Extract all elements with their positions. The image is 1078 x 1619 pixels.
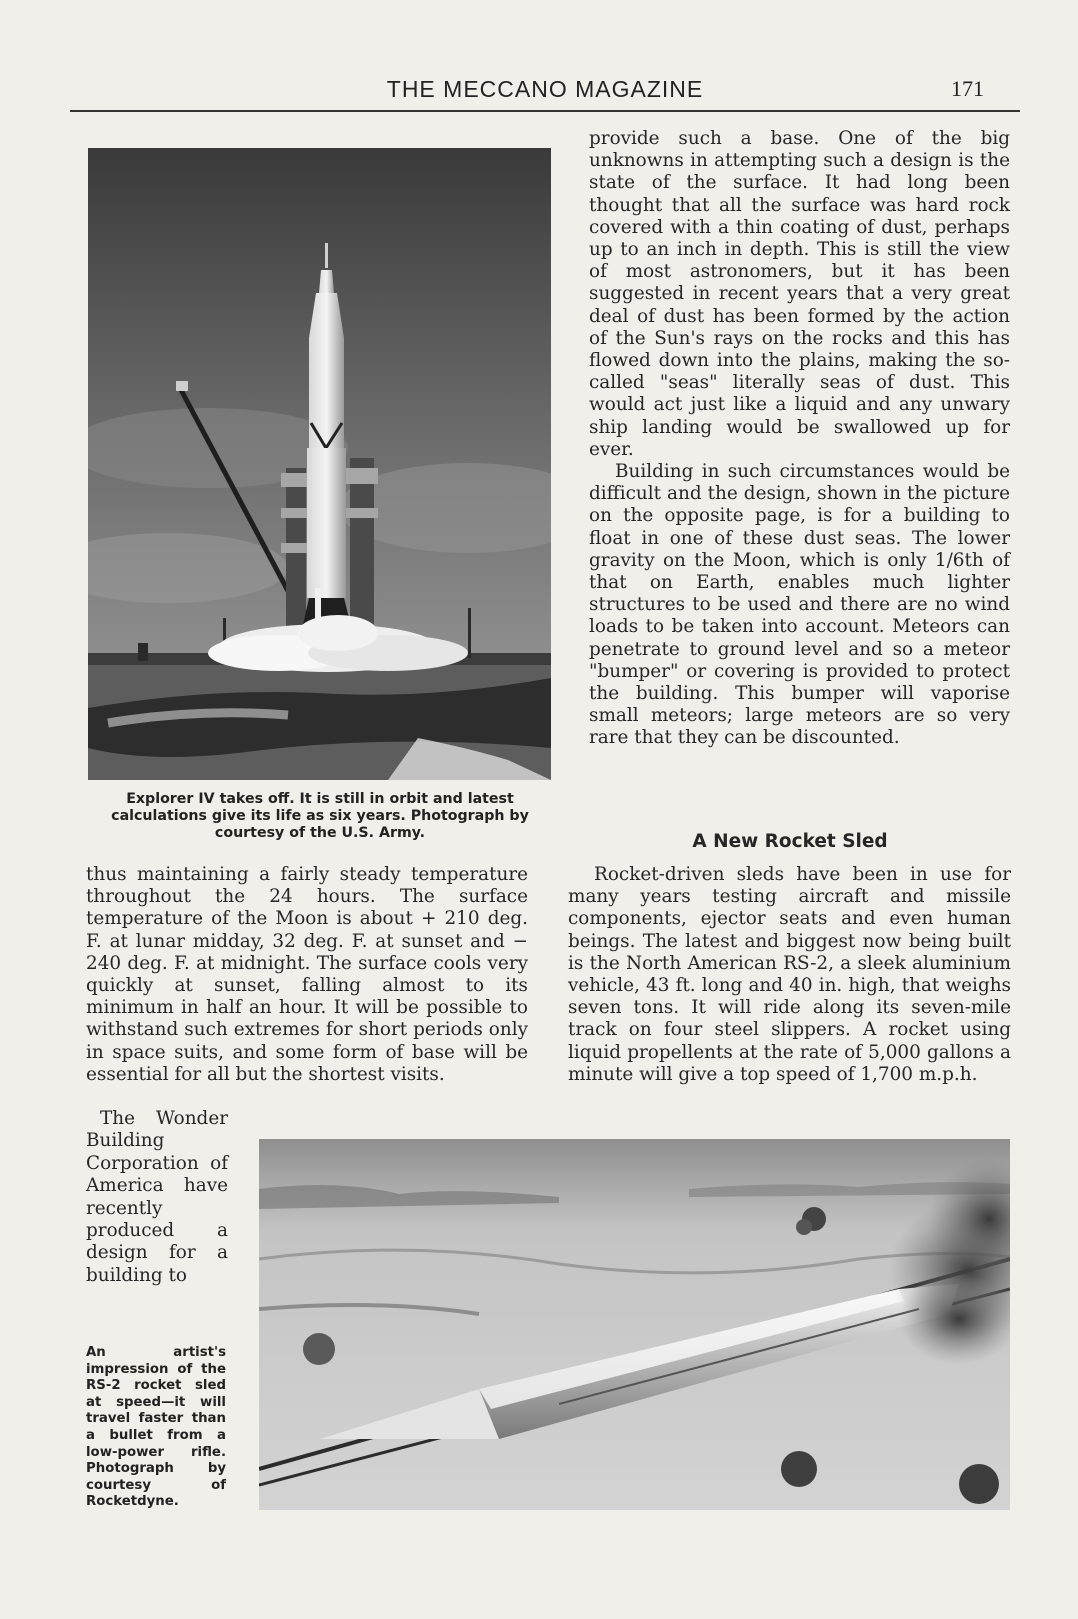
- page-header: [70, 72, 1020, 112]
- launch-photo-caption: Explorer IV takes off. It is still in orbit and latest calculations give its life as six years. Photograph by courtesy of the U.S. Army.: [111, 791, 529, 841]
- paragraph: Building in such circumstances would be difficult and the design, shown in the picture on the opposite page, is for a building to float in one of these dust seas. The lower gravity on the Moon, which is only 1/6th of that on Earth, enables much lighter structures to be used and there are no wind loads to be taken into account. Meteors can penetrate to ground level and so a meteor "bumper" or covering is provided to protect the building. This bumper will vaporise small meteors; large meteors are so very rare that they can be discounted.: [589, 461, 1010, 749]
- explorer-launch-photo: [88, 148, 551, 780]
- paragraph: The Wonder Building Corporation of America have recently produced a design for a building to: [86, 1108, 228, 1286]
- right-column-top: [589, 128, 1010, 750]
- rocket-sled-paragraph: [568, 864, 1011, 1086]
- paragraph: Rocket-driven sleds have been in use for many years testing aircraft and missile components, ejector seats and even human beings. The latest and biggest now being built is the North American RS-2, a sleek aluminium vehicle, 43 ft. long and 40 in. high, that weighs seven tons. It will ride along its seven-mile track on four steel slippers. A rocket using liquid propellents at the rate of 5,000 gallons a minute will give a top speed of 1,700 m.p.h.: [568, 864, 1011, 1085]
- magazine-title: THE MECCANO MAGAZINE: [386, 76, 704, 102]
- rocket-sled-illustration: [259, 1139, 1010, 1510]
- paragraph: thus maintaining a fairly steady temperature throughout the 24 hours. The surface temperature of the Moon is about + 210 deg. F. at lunar midday, 32 deg. F. at sunset and − 240 deg. F. at midnight. The surface cools very quickly at sunset, falling almost to its minimum in half an hour. It will be possible to withstand such extremes for short periods only in space suits, and some form of base will be essential for all but the shortest visits.: [86, 864, 528, 1085]
- paragraph: provide such a base. One of the big unknowns in attempting such a design is the state of the surface. It had long been thought that all the surface was hard rock covered with a thin coating of dust, perhaps up to an inch in depth. This is still the view of most astronomers, but it has been suggested in recent years that a very great deal of dust has been formed by the action of the Sun's rays on the rocks and this has flowed down into the plains, making the so-called "seas" literally seas of dust. This would act just like a liquid and any unwary ship landing would be swallowed up for ever.: [589, 128, 1010, 460]
- sled-illustration-caption: An artist's impression of the RS-2 rocket sled at speed—it will travel faster than a bullet from a low-power rifle. Photograph by courtesy of Rocketdyne.: [86, 1345, 226, 1510]
- narrow-column-text: [86, 1108, 228, 1287]
- page-number: 171: [951, 76, 984, 101]
- left-column-bottom: [86, 864, 528, 1086]
- section-heading: A New Rocket Sled: [692, 831, 888, 852]
